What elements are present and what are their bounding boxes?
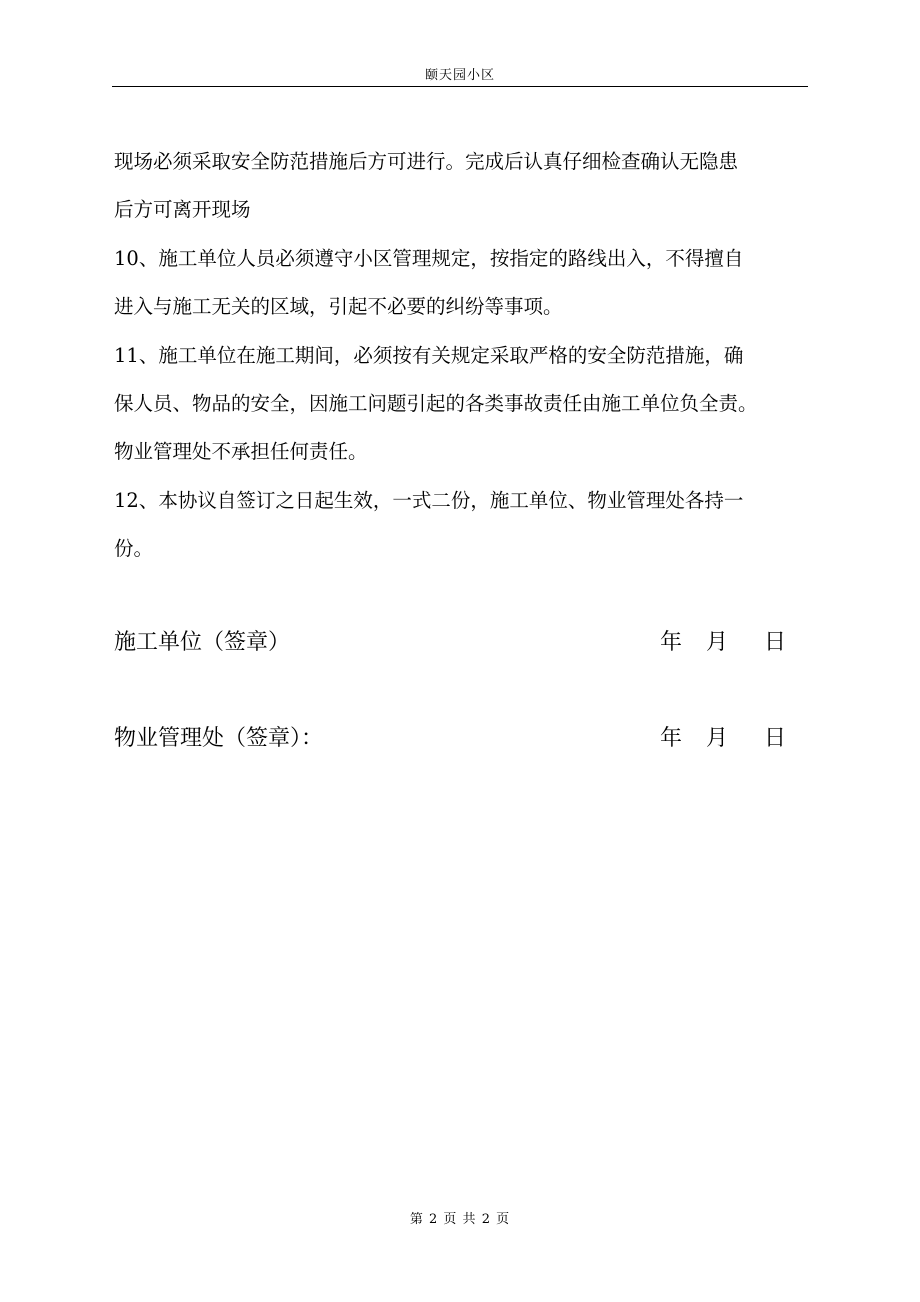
body-line: 后方可离开现场 bbox=[114, 198, 251, 221]
body-line: 10、施工单位人员必须遵守小区管理规定，按指定的路线出入，不得擅自 bbox=[114, 247, 744, 270]
day-label: 日 bbox=[764, 630, 787, 655]
body-line: 保人员、物品的安全，因施工问题引起的各类事故责任由施工单位负全责。 bbox=[114, 392, 758, 415]
contractor-signature-label: 施工单位（签章） bbox=[114, 630, 291, 655]
body-line: 现场必须采取安全防范措施后方可进行。完成后认真仔细检查确认无隐患 bbox=[114, 150, 739, 173]
property-signature-label: 物业管理处（签章）： bbox=[114, 726, 324, 751]
page-number: 第 2 页 共 2 页 bbox=[409, 1212, 511, 1227]
month-label: 月 bbox=[706, 726, 729, 751]
body-line: 进入与施工无关的区域，引起不必要的纠纷等事项。 bbox=[114, 295, 563, 318]
body-line: 物业管理处不承担任何责任。 bbox=[114, 440, 368, 463]
body-line: 12、本协议自签订之日起生效，一式二份，施工单位、物业管理处各持一 bbox=[114, 489, 744, 512]
body-line: 11、施工单位在施工期间，必须按有关规定采取严格的安全防范措施，确 bbox=[114, 344, 744, 367]
year-label: 年 bbox=[660, 630, 683, 655]
body-line: 份。 bbox=[114, 537, 154, 560]
header-title: 颐天园小区 bbox=[424, 68, 495, 83]
header-divider bbox=[112, 86, 808, 87]
year-label: 年 bbox=[660, 726, 683, 751]
month-label: 月 bbox=[706, 630, 729, 655]
day-label: 日 bbox=[764, 726, 787, 751]
